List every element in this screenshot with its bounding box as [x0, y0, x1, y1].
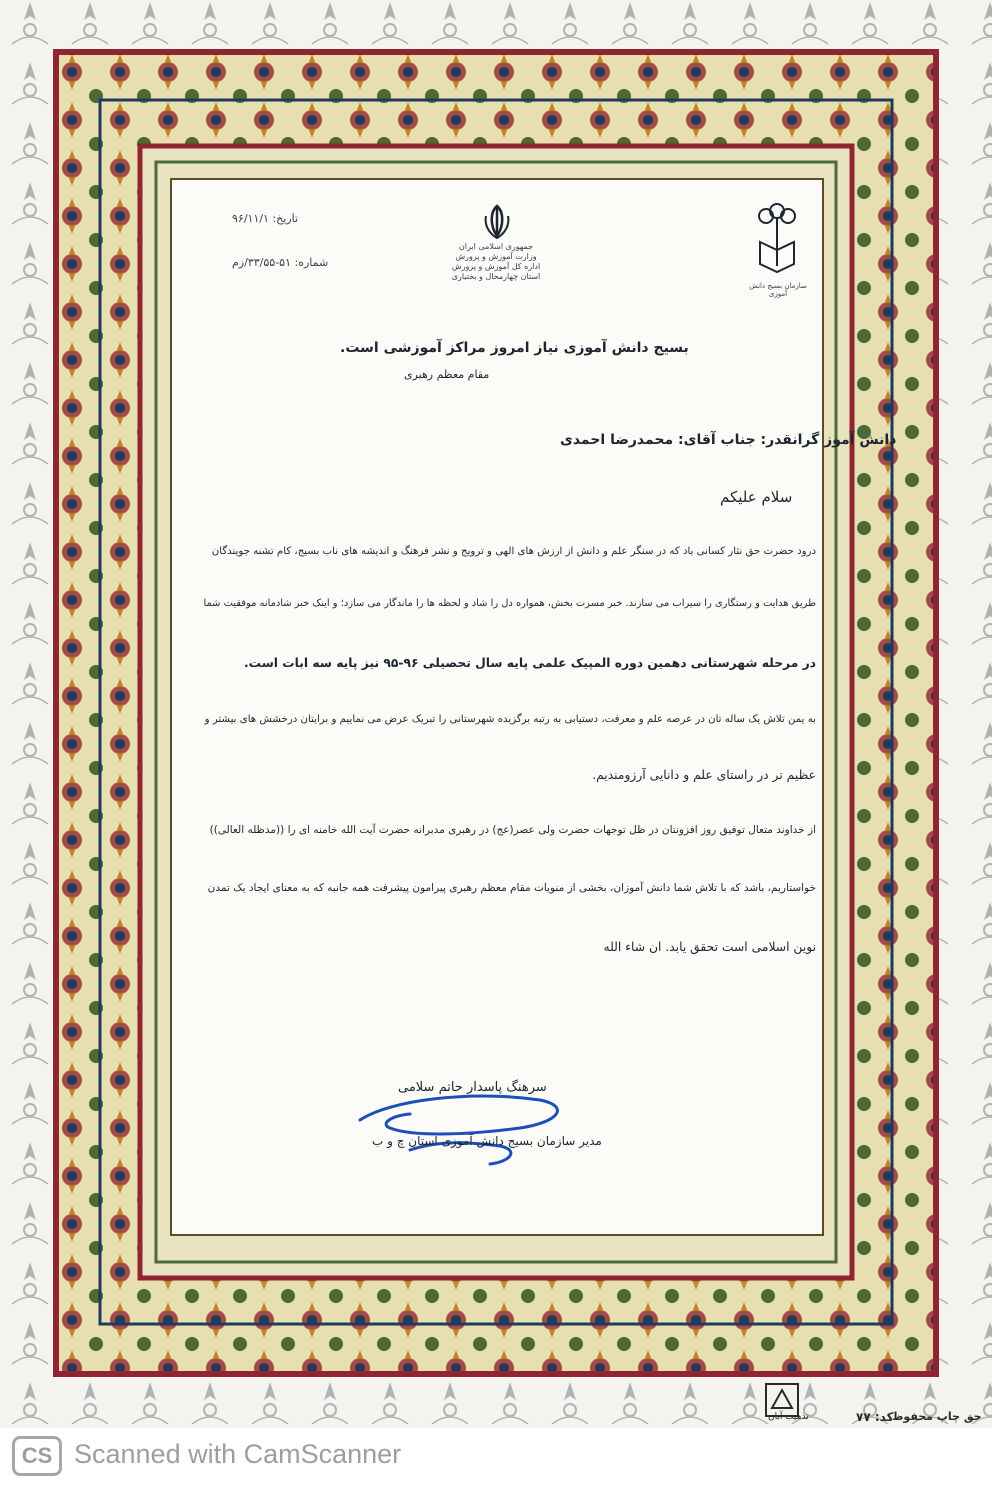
ministry-line-4: استان چهارمحال و بختیاری — [451, 272, 541, 281]
camscanner-badge: CS — [12, 1436, 62, 1476]
camscanner-watermark: Scanned with CamScanner — [74, 1439, 402, 1469]
signatory-title: مدیر سازمان بسیج دانش آموزی استان چ و ب — [372, 1134, 602, 1148]
body-line-3: در مرحله شهرستانی دهمین دوره المپیک علمی پایه سال تحصیلی ۹۶-۹۵ نیز پایه سه ابات است. — [244, 656, 816, 670]
body-line-6: از خداوند متعال توفیق روز افزونتان در ظل توجهات حضرت ولی عصر(عج) در رهبری مدبرانه حضرت آیت الله خامنه ای را ((مدظله العالی)) — [209, 824, 816, 836]
body-line-1: درود حضرت حق نثار کسانی باد که در سنگر علم و دانش از ارزش های الهی و ترویج و نشر فرهنگ و اندیشه های ناب بسیج، کام تشنه جویندگان — [211, 546, 816, 557]
body-line-7: خواستاریم، باشد که با تلاش شما دانش آموزان، بخشی از منویات مقام معظم رهبری پیرامون پیشرفت همه جانبه که به معنای ایجاد یک تمدن — [207, 882, 816, 894]
basij-logo-icon — [752, 202, 802, 282]
ministry-name — [440, 242, 552, 282]
recipient-line: دانش آموز گرانقدر: جناب آقای: محمدرضا احمدی — [560, 432, 897, 448]
body-line-5: عظیم تر در راستای علم و دانایی آرزومندیم. — [592, 768, 816, 782]
certificate-panel — [170, 178, 824, 1236]
header-number: شماره: ۵۱-۳۳/۵۵/زم — [232, 256, 329, 269]
quote-source: مقام معظم رهبری — [404, 368, 490, 381]
publisher-name: تذهیب آبان — [768, 1412, 809, 1422]
ministry-line-1: جمهوری اسلامی ایران — [458, 242, 534, 251]
handwritten-signature — [350, 1080, 580, 1170]
ministry-line-3: اداره کل آموزش و پرورش — [451, 262, 541, 271]
basij-logo-text: سازمان بسیج دانش آموزی — [749, 282, 807, 298]
footer-copyright: حق چاپ محفوظ — [892, 1410, 982, 1423]
greeting: سلام علیکم — [720, 488, 793, 506]
body-line-8: نوین اسلامی است تحقق یابد. ان شاء الله — [603, 940, 816, 954]
signatory-name: سرهنگ پاسدار حاتم سلامی — [398, 1080, 547, 1095]
header-date: تاریخ: ۹۶/۱۱/۱ — [232, 212, 299, 225]
iran-emblem-icon — [480, 202, 514, 242]
quote-text: بسیج دانش آموزی نیاز امروز مراکز آموزشی است. — [340, 340, 689, 356]
ministry-line-2: وزارت آموزش و پرورش — [455, 252, 537, 261]
footer-code: کد: ۷۷ — [856, 1410, 894, 1424]
body-line-4: به یمن تلاش یک ساله تان در عرصه علم و معرفت، دستیابی به رتبه برگزیده شهرستانی را تبریک عرض می نماییم و برایتان درخشش های بیشتر و — [204, 714, 816, 725]
body-line-2: طریق هدایت و رستگاری را سیراب می سازند. خبر مسرت بخش، همواره دل را شاد و لحظه ها را ماندگار می سازد؛ و اینک خبر شادمانه موفقیت شما — [203, 598, 816, 609]
